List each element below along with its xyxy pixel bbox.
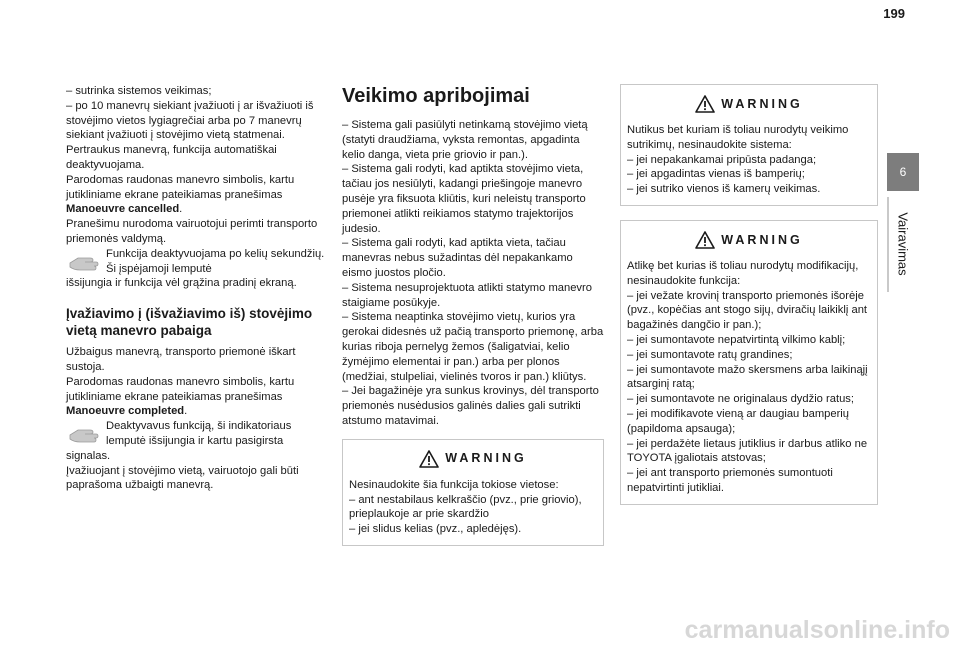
text: . (184, 405, 188, 418)
note-hand-icon (68, 249, 100, 273)
message-label: Manoeuvre completed (66, 405, 185, 418)
text: . (179, 203, 183, 216)
column-right (620, 84, 878, 505)
note-block (66, 419, 328, 493)
note-hand-icon (68, 421, 100, 445)
warning-header (627, 231, 871, 249)
note-text-cont: signalas. Įvažiuojant į stovėjimo vietą, vairuotojo gali būti paprašoma užbaigti manevrą. (66, 449, 299, 492)
limitations-list: – Sistema gali pasiūlyti netinkamą stovėjimo vietą (statyti draudžiama, vyksta remontas, apgadinta kelio danga, vieta prie griovio ir pan.). – Sistema gali rodyti, kad aptikta stovėjimo vieta, tačiau jos nesiūlyti, kadangi priešingoje manevro pusėje yra fiksuota kliūtis, kuri neleistų transporto priemonei atlikti reikiamos statymo trajektorijos judesio. – Sistema gali rodyti, kad aptikta vieta, tačiau manevras nebus sužadintas dėl nepakankamo eismo juostos pločio. – Sistema nesuprojektuota atlikti statymo manevro staigiame posūkyje. – Sistema neaptinka stovėjimo vietų, kurios yra gerokai didesnės už pačią transporto priemonę, arba kurias riboja pernelyg žemos (šaligatviai, kelio žymėjimo elementai ir pan.) arba per plonos (medžiai, stulpeliai, vielinės tvoros ir pan.) kliūtys. – Jei bagažinėje yra sunkus krovinys, dėl transporto priemonės nusėdusios galinės dalies gali sutrikti atstumo matavimai. (342, 119, 604, 427)
section-title: Veikimo apribojimai (342, 85, 530, 107)
paragraph (66, 84, 328, 217)
section-heading: Įvažiavimo į (išvažiavimo iš) stovėjimo vietą manevro pabaiga (66, 306, 313, 339)
paragraph (66, 345, 328, 419)
warning-text: Atlikę bet kurias iš toliau nurodytų modifikacijų, nesinaudokite funkcija: – jei vežate krovinį transporto priemonės išorėje (pvz., kopėčias ant stogo sijų, dviračių laikiklį ant bagažinės dangčio ir pan.); – jei sumontavote nepatvirtintą vilkimo kablį; – jei sumontavote ratų grandines; – jei sumontavote mažo skersmens arba laikinąjį atsarginį ratą; – jei sumontavote ne originalaus dydžio ratus; – jei modifikavote vieną ar daugiau bamperių (papildoma apsauga); – jei perdažėte lietaus jutiklius ir darbus atliko ne TOYOTA įgaliotais atstovas; – jei ant transporto priemonės sumontuoti nepatvirtinti jutikliai. (627, 259, 868, 494)
chapter-number: 6 (899, 165, 907, 179)
warning-header (349, 450, 597, 468)
note-block (66, 247, 328, 291)
warning-text: Nutikus bet kuriam iš toliau nurodytų veikimo sutrikimų, nesinaudokite sistema: – jei nepakankamai pripūsta padanga; – jei apgadintas vienas iš bamperių; – jei sutriko vienos iš kamerų veikimas. (627, 124, 849, 196)
warning-triangle-icon (695, 231, 715, 249)
warning-box (620, 84, 878, 206)
warning-title: WARNING (721, 232, 803, 247)
chapter-tab[interactable] (887, 153, 919, 191)
message-label: Manoeuvre cancelled (66, 203, 180, 216)
warning-title: WARNING (445, 451, 527, 466)
warning-title: WARNING (721, 96, 803, 111)
note-text: Deaktyvavus funkciją, ši indikatoriaus lemputė išsijungia ir kartu pasigirsta (106, 420, 292, 447)
watermark: carmanualsonline.info (684, 616, 950, 644)
warning-triangle-icon (419, 450, 439, 468)
chapter-label: Vairavimas (895, 212, 911, 276)
warning-box (620, 220, 878, 505)
column-left (66, 84, 328, 493)
warning-triangle-icon (695, 95, 715, 113)
text: – sutrinka sistemos veikimas; – po 10 manevrų siekiant įvažiuoti į ar išvažiuoti iš stovėjimo vietos lygiagrečiai arba po 7 manevrų siekiant įvažiuoti į stovėjimo vietą statmenai. Pertraukus manevrą, funkcija automatiškai deaktyvuojama. Parodomas raudonas manevro simbolis, kartu jutikliniame ekrane pateikiamas pranešimas (66, 85, 314, 201)
column-middle (342, 84, 604, 546)
warning-box (342, 439, 604, 546)
warning-text: Nesinaudokite šia funkcija tokiose vietose: – ant nestabilaus kelkraščio (pvz., prie griovio), prieplaukoje ar prie skardžio – jei slidus kelias (pvz., apledėjęs). (349, 478, 582, 536)
text: Užbaigus manevrą, transporto priemonė iškart sustoja. Parodomas raudonas manevro simbolis, kartu jutikliniame ekrane pateikiamas pranešimas (66, 346, 296, 403)
warning-header (627, 95, 871, 113)
note-text-cont: išsijungia ir funkcija vėl grąžina pradinį ekraną. (66, 277, 297, 290)
note-text: Funkcija deaktyvuojama po kelių sekundžių. Ši įspėjamoji lemputė (106, 247, 325, 275)
page-number: 199 (883, 6, 905, 21)
paragraph: Pranešimu nurodoma vairuotojui perimti transporto priemonės valdymą. (66, 218, 318, 245)
